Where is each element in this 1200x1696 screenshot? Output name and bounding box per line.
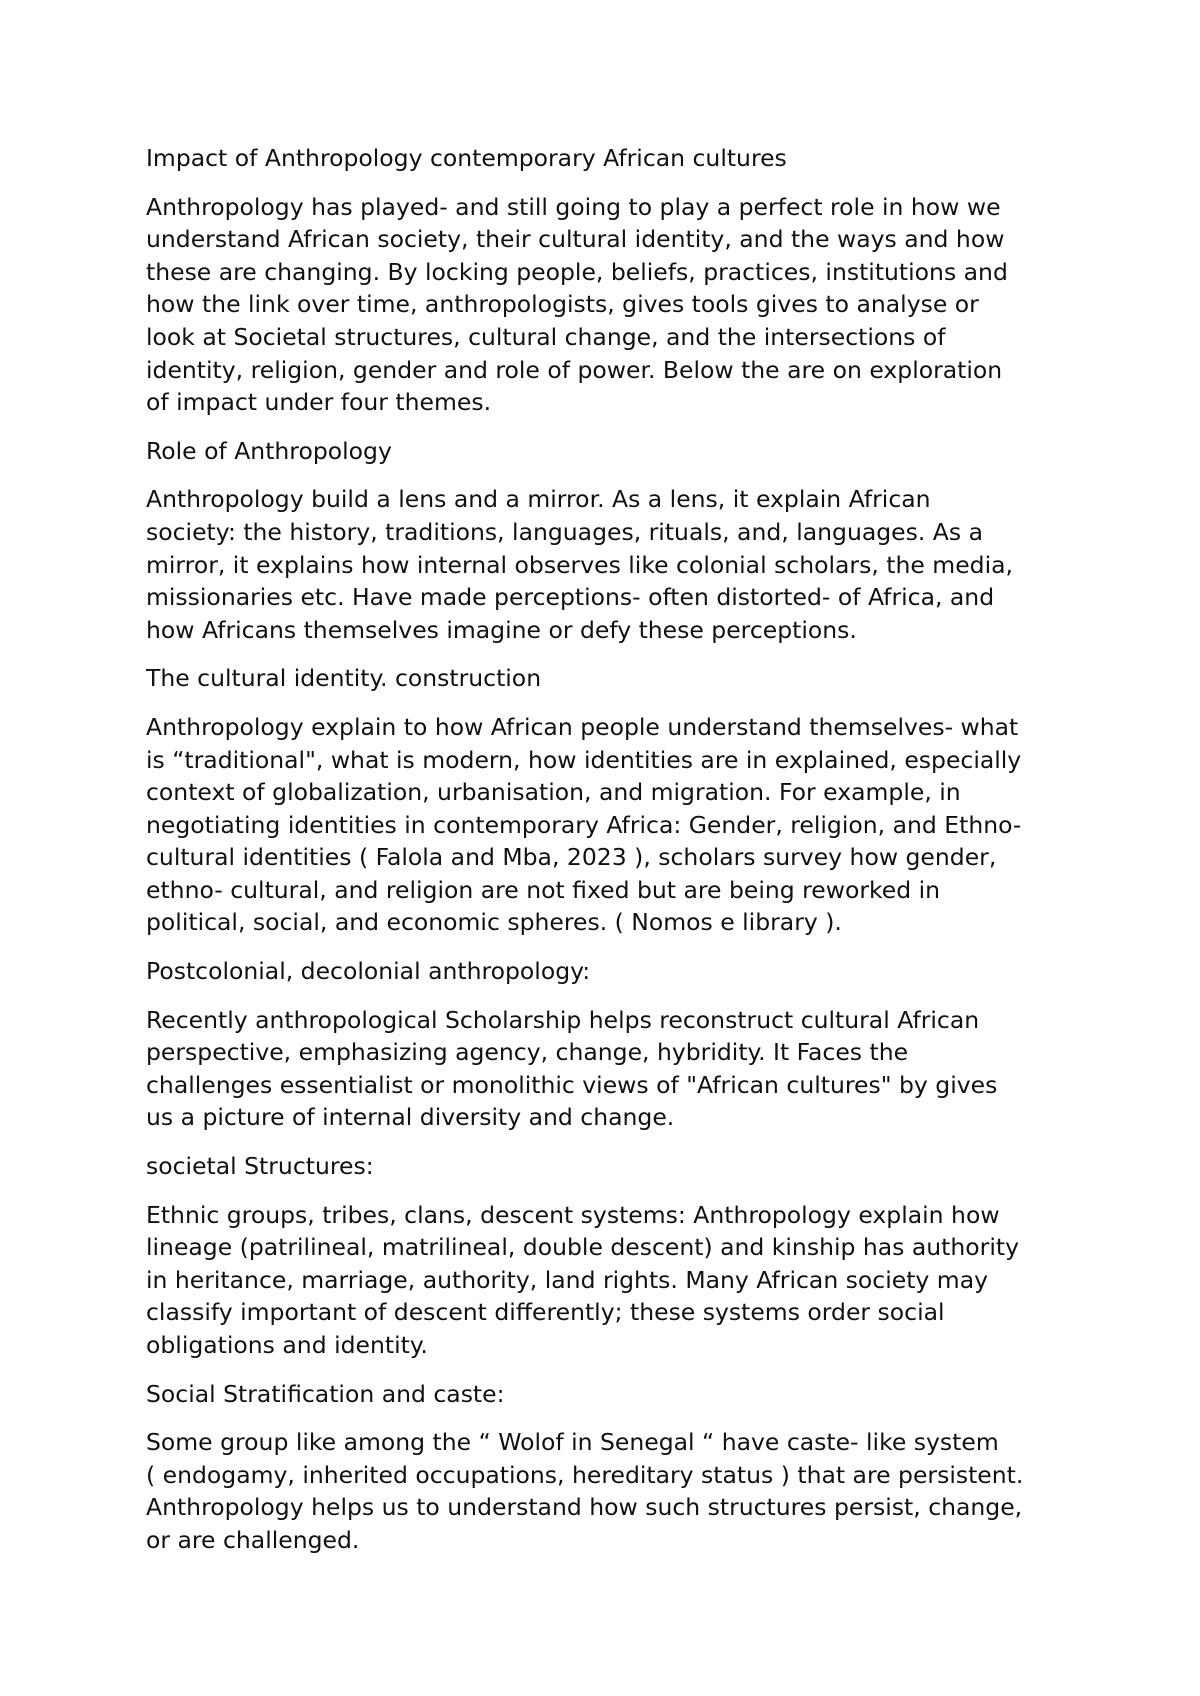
section-body-postcolonial: Recently anthropological Scholarship helps reconstruct cultural African perspective, emphasizing agency, change, hybridity. It Faces the challenges essentialist or monolithic views of "African cultures" by gives us a picture of internal diversity and change.	[146, 1005, 998, 1132]
document-body	[146, 142, 1081, 1573]
document-title: Impact of Anthropology contemporary African cultures	[146, 144, 787, 172]
section-heading-role: Role of Anthropology	[146, 436, 392, 465]
section-body-cultural-identity: Anthropology explain to how African people understand themselves- what is “traditional", what is modern, how identities are in explained, especially context of globalization, urbanisation, and migration. For example, in negotiating identities in contemporary Africa: Gender, religion, and Ethno- cultural identities ( Falola and Mba, 2023 ), scholars survey how gender, ethno- cultural, and religion are not fixed but are being reworked in political, social, and economic spheres. ( Nomos e library ).	[146, 712, 1022, 937]
section-heading-social-stratification: Social Stratification and caste:	[146, 1379, 505, 1408]
intro-paragraph: Anthropology has played- and still going to play a perfect role in how we understand African society, their cultural identity, and the ways and how these are changing. By locking people, beliefs, practices, institutions and how the link over time, anthropologists, gives tools gives to analyse or look at Societal structures, cultural change, and the intersections of identity, religion, gender and role of power. Below the are on exploration of impact under four themes.	[146, 192, 1008, 417]
section-heading-societal-structures: societal Structures:	[146, 1152, 374, 1181]
section-body-role: Anthropology build a lens and a mirror. As a lens, it explain African society: the history, traditions, languages, rituals, and, languages. As a mirror, it explains how internal observes like colonial scholars, the media, missionaries etc. Have made perceptions- often distorted- of Africa, and how Africans themselves imagine or defy these perceptions.	[146, 485, 1013, 644]
section-heading-cultural-identity: The cultural identity. construction	[146, 664, 542, 693]
section-heading-postcolonial: Postcolonial, decolonial anthropology:	[146, 957, 591, 986]
section-body-social-stratification: Some group like among the “ Wolof in Senegal “ have caste- like system ( endogamy, inherited occupations, hereditary status ) that are persistent. Anthropology helps us to understand how such structures persist, change, or are challenged.	[146, 1428, 1024, 1554]
section-body-societal-structures: Ethnic groups, tribes, clans, descent systems: Anthropology explain how lineage (patrilineal, matrilineal, double descent) and kinship has authority in heritance, marriage, authority, land rights. Many African society may classify important of descent differently; these systems order social obligations and identity.	[146, 1200, 1019, 1359]
